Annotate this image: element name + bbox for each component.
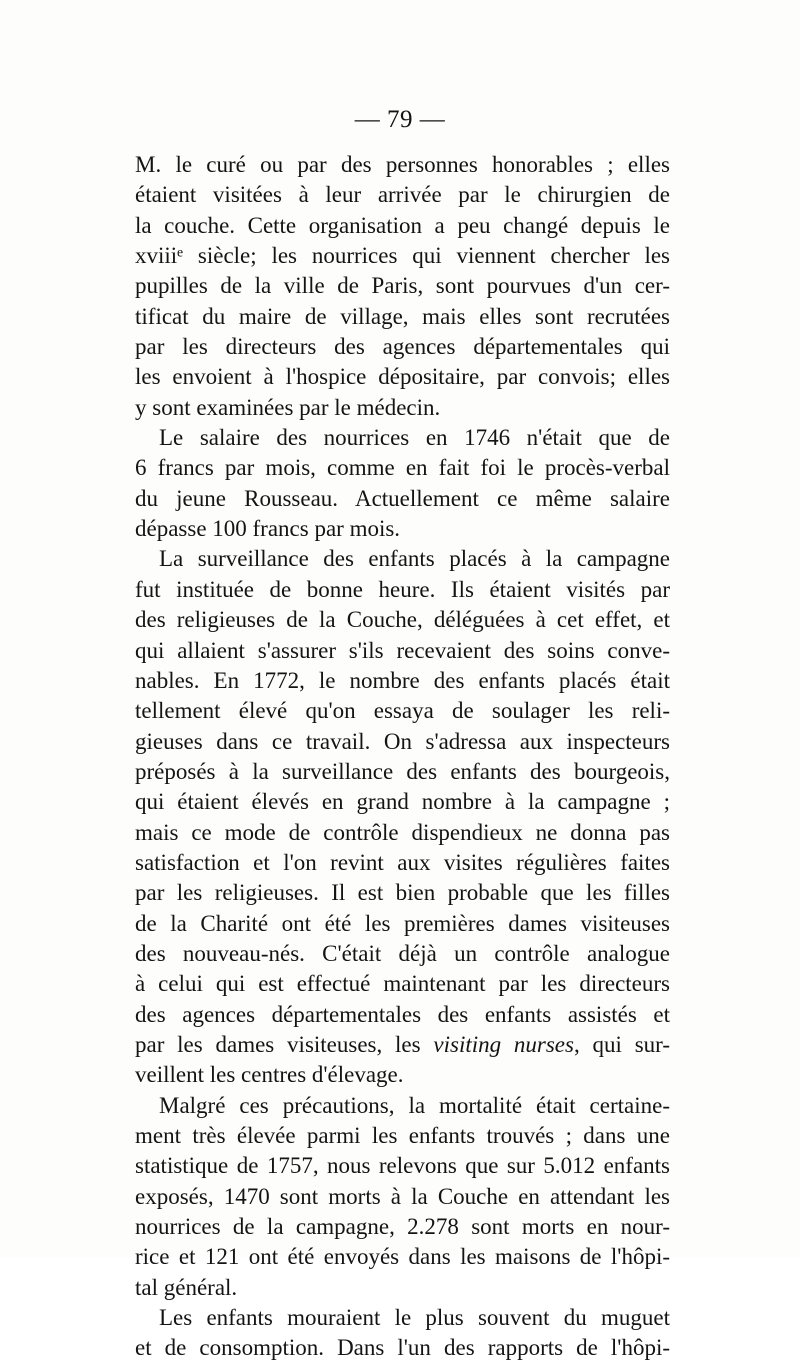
- paragraph: [135, 150, 670, 423]
- text-line: mais ce mode de contrôle dispendieux ne donna pas: [135, 819, 670, 845]
- text-line: à celui qui est effectué maintenant par les directeurs: [135, 971, 670, 997]
- text-line: et de consomption. Dans l'un des rapports de l'hôpi-: [135, 1335, 670, 1361]
- text-line: pupilles de la ville de Paris, sont pourvues d'un cer-: [135, 273, 670, 299]
- text-line: des religieuses de la Couche, déléguées à cet effet, et: [135, 607, 670, 633]
- text-line: veillent les centres d'élevage.: [135, 1062, 404, 1088]
- text-line: tificat du maire de village, mais elles sont recrutées: [135, 303, 670, 329]
- text-line: par les directeurs des agences départementales qui: [135, 334, 670, 360]
- text-line: nourrices de la campagne, 2.278 sont morts en nour-: [135, 1214, 670, 1240]
- text-line: M. le curé ou par des personnes honorables ; elles: [135, 152, 670, 177]
- text-line: des agences départementales des enfants assistés et: [135, 1001, 670, 1027]
- text-fragment: , qui sur-: [573, 1031, 671, 1057]
- text-line: statistique de 1757, nous relevons que sur 5.012 enfants: [135, 1153, 670, 1179]
- text-line-with-italic: [135, 1030, 670, 1060]
- text-line: Les enfants mouraient le plus souvent du muguet: [159, 1305, 670, 1331]
- page-number: — 79 —: [354, 106, 446, 133]
- text-line: Le salaire des nourrices en 1746 n'était que de: [159, 425, 670, 451]
- text-line: nables. En 1772, le nombre des enfants placés était: [135, 667, 670, 693]
- body-text: [135, 150, 670, 1364]
- text-line: du jeune Rousseau. Actuellement ce même salaire: [135, 485, 670, 511]
- text-line: tal général.: [135, 1274, 238, 1300]
- text-line: exposés, 1470 sont morts à la Couche en attendant les: [135, 1183, 670, 1209]
- text-fragment: par les dames visiteuses, les: [135, 1031, 434, 1057]
- text-line: fut instituée de bonne heure. Ils étaient visités par: [135, 576, 670, 602]
- text-line: xviiiᵉ siècle; les nourrices qui viennent chercher les: [135, 243, 670, 269]
- paragraph: [135, 1303, 670, 1364]
- text-line: tellement élevé qu'on essaya de soulager les reli-: [135, 698, 670, 724]
- text-line: 6 francs par mois, comme en fait foi le procès-verbal: [135, 455, 670, 481]
- text-line: étaient visitées à leur arrivée par le chirurgien de: [135, 182, 670, 208]
- text-line: y sont examinées par le médecin.: [135, 394, 441, 420]
- text-line: de la Charité ont été les premières dames visiteuses: [135, 910, 670, 936]
- text-line: qui allaient s'assurer s'ils recevaient des soins conve-: [135, 637, 670, 663]
- text-line: par les religieuses. Il est bien probable que les filles: [135, 880, 670, 906]
- text-line: la couche. Cette organisation a peu changé depuis le: [135, 212, 670, 238]
- text-line: La surveillance des enfants placés à la campagne: [159, 546, 670, 572]
- text-line: ment très élevée parmi les enfants trouvés ; dans une: [135, 1123, 670, 1148]
- text-line: Malgré ces précautions, la mortalité était certaine-: [159, 1092, 670, 1118]
- text-line: qui étaient élevés en grand nombre à la campagne ;: [135, 789, 670, 815]
- text-line: satisfaction et l'on revint aux visites régulières faites: [135, 849, 670, 875]
- paragraph: [135, 423, 670, 544]
- text-line: dépasse 100 francs par mois.: [135, 516, 401, 542]
- paragraph: [135, 1091, 670, 1303]
- italic-phrase: visiting nurses: [433, 1031, 574, 1057]
- text-line: gieuses dans ce travail. On s'adressa aux inspecteurs: [135, 728, 670, 754]
- paragraph: [135, 544, 670, 1090]
- text-line: rice et 121 ont été envoyés dans les maisons de l'hôpi-: [135, 1244, 670, 1270]
- text-line: les envoient à l'hospice dépositaire, par convois; elles: [135, 364, 670, 390]
- text-line: des nouveau-nés. C'était déjà un contrôle analogue: [135, 940, 670, 966]
- text-line: préposés à la surveillance des enfants des bourgeois,: [135, 758, 670, 784]
